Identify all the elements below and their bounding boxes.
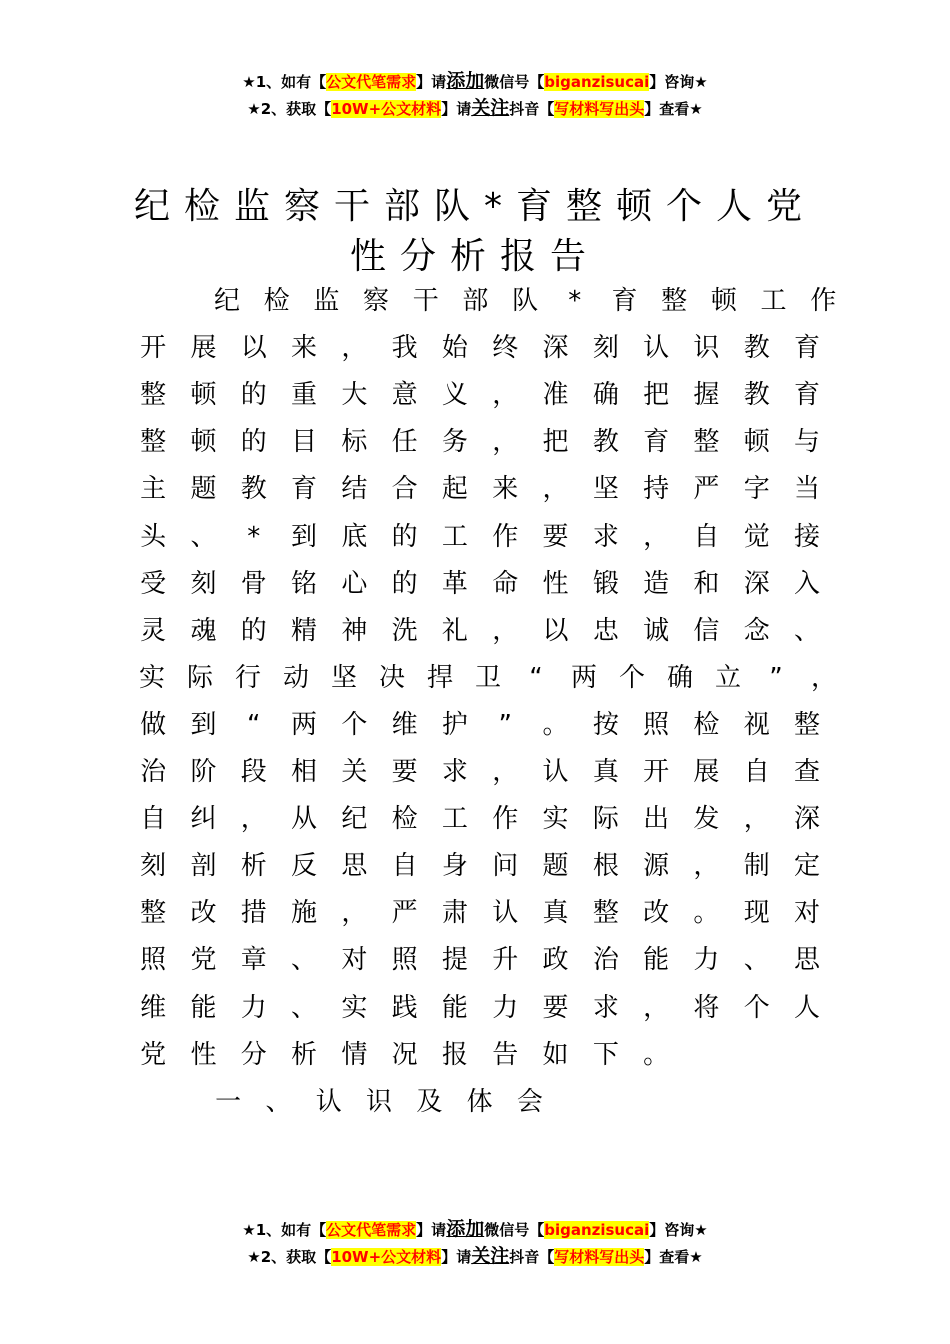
body-line: 自 纠 ， 从 纪 检 工 作 实 际 出 发 ， 深 xyxy=(140,804,821,835)
body-line: 纪 检 监 察 干 部 队 * 育 整 顿 工 作 xyxy=(213,286,837,316)
body-line: 实 际 行 动 坚 决 捍 卫 “ 两 个 确 立 ” ， xyxy=(138,662,837,693)
ad-douyin-id: 写材料写出头 xyxy=(554,1248,645,1266)
ad-douyin-id: 写材料写出头 xyxy=(554,100,645,118)
body-line: 受 刻 骨 铭 心 的 革 命 性 锻 造 和 深 入 xyxy=(140,568,821,599)
document-title xyxy=(120,182,830,282)
ad-line-2: ★2、获取【10W+公文材料】请关注抖音【写材料写出头】查看★ xyxy=(247,97,703,119)
ad-line-1: ★1、如有【公文代笔需求】请添加微信号【biganzisucai】咨询★ xyxy=(242,70,708,92)
body-line: 照 党 章 、 对 照 提 升 政 治 能 力 、 思 xyxy=(140,945,821,976)
ad-line-2: ★2、获取【10W+公文材料】请关注抖音【写材料写出头】查看★ xyxy=(247,1245,703,1267)
ad-highlight: 10W+公文材料 xyxy=(331,100,442,118)
ad-banner-top xyxy=(0,68,950,122)
body-line: 灵 魂 的 精 神 洗 礼 ， 以 忠 诚 信 念 、 xyxy=(140,615,821,646)
body-line: 党 性 分 析 情 况 报 告 如 下 。 xyxy=(140,1039,670,1070)
ad-wechat-id: biganzisucai xyxy=(544,73,650,91)
body-line: 整 改 措 施 ， 严 肃 认 真 整 改 。 现 对 xyxy=(140,898,821,929)
title-line-2: 性分析报告 xyxy=(349,236,600,277)
body-line: 做 到 “ 两 个 维 护 ” 。 按 照 检 视 整 xyxy=(140,709,821,740)
ad-highlight: 公文代笔需求 xyxy=(326,1221,417,1239)
body-line: 刻 剖 析 反 思 自 身 问 题 根 源 ， 制 定 xyxy=(140,851,821,882)
title-line-1: 纪检监察干部队*育整顿个人党 xyxy=(133,186,816,227)
body-line: 头 、 * 到 底 的 工 作 要 求 ， 自 觉 接 xyxy=(140,521,821,552)
ad-line-1: ★1、如有【公文代笔需求】请添加微信号【biganzisucai】咨询★ xyxy=(242,1218,708,1240)
ad-banner-bottom xyxy=(0,1216,950,1270)
body-line: 一 、 认 识 及 体 会 xyxy=(215,1086,543,1117)
body-line: 维 能 力 、 实 践 能 力 要 求 ， 将 个 人 xyxy=(140,992,821,1023)
body-line: 治 阶 段 相 关 要 求 ， 认 真 开 展 自 查 xyxy=(140,757,821,787)
ad-highlight: 公文代笔需求 xyxy=(326,73,417,91)
ad-wechat-id: biganzisucai xyxy=(544,1221,650,1239)
body-line: 主 题 教 育 结 合 起 来 ， 坚 持 严 字 当 xyxy=(140,474,821,505)
ad-highlight: 10W+公文材料 xyxy=(331,1248,442,1266)
body-line: 开 展 以 来 ， 我 始 终 深 刻 认 识 教 育 xyxy=(140,333,821,364)
body-line: 整 顿 的 目 标 任 务 ， 把 教 育 整 顿 与 xyxy=(140,427,821,458)
body-line: 整 顿 的 重 大 意 义 ， 准 确 把 握 教 育 xyxy=(140,380,821,411)
